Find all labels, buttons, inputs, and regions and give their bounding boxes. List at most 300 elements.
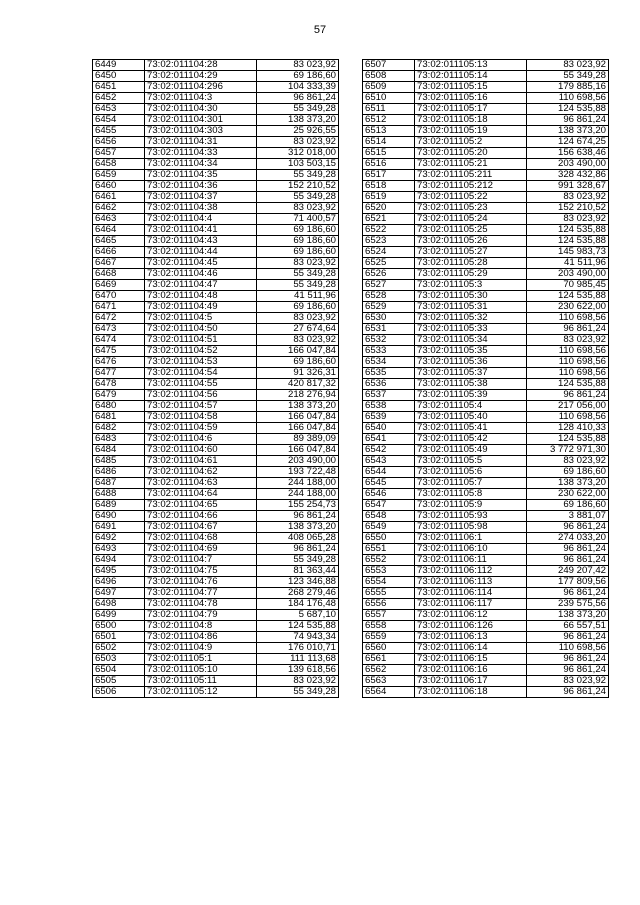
table-row: [363, 412, 609, 423]
table-row: [93, 445, 339, 456]
table-row: [93, 192, 339, 203]
table-row: [93, 489, 339, 500]
row-number-cell: 6482: [93, 423, 145, 434]
cadastral-value-cell: 239 575,56: [527, 599, 609, 610]
cadastral-number-cell: 73:02:011104:7: [145, 555, 257, 566]
cadastral-value-cell: 83 023,92: [257, 335, 339, 346]
table-row: [363, 335, 609, 346]
cadastral-number-cell: 73:02:011104:75: [145, 566, 257, 577]
cadastral-value-cell: 138 373,20: [527, 478, 609, 489]
cadastral-table-right: [362, 59, 609, 698]
cadastral-number-cell: 73:02:011105:23: [415, 203, 527, 214]
cadastral-number-cell: 73:02:011104:52: [145, 346, 257, 357]
table-row: [363, 588, 609, 599]
row-number-cell: 6462: [93, 203, 145, 214]
table-row: [93, 247, 339, 258]
row-number-cell: 6510: [363, 93, 415, 104]
cadastral-value-cell: 124 535,88: [527, 236, 609, 247]
row-number-cell: 6511: [363, 104, 415, 115]
table-row: [363, 115, 609, 126]
cadastral-value-cell: 83 023,92: [257, 137, 339, 148]
table-row: [93, 115, 339, 126]
cadastral-number-cell: 73:02:011105:5: [415, 456, 527, 467]
row-number-cell: 6483: [93, 434, 145, 445]
cadastral-value-cell: 156 638,46: [527, 148, 609, 159]
row-number-cell: 6478: [93, 379, 145, 390]
row-number-cell: 6472: [93, 313, 145, 324]
cadastral-number-cell: 73:02:011104:69: [145, 544, 257, 555]
cadastral-number-cell: 73:02:011106:10: [415, 544, 527, 555]
cadastral-value-cell: 83 023,92: [527, 335, 609, 346]
cadastral-number-cell: 73:02:011105:37: [415, 368, 527, 379]
row-number-cell: 6449: [93, 60, 145, 71]
row-number-cell: 6499: [93, 610, 145, 621]
table-row: [363, 566, 609, 577]
cadastral-number-cell: 73:02:011104:49: [145, 302, 257, 313]
table-row: [363, 346, 609, 357]
row-number-cell: 6473: [93, 324, 145, 335]
cadastral-value-cell: 55 349,28: [257, 104, 339, 115]
cadastral-number-cell: 73:02:011104:45: [145, 258, 257, 269]
cadastral-value-cell: 328 432,86: [527, 170, 609, 181]
cadastral-number-cell: 73:02:011104:8: [145, 621, 257, 632]
cadastral-number-cell: 73:02:011106:126: [415, 621, 527, 632]
cadastral-number-cell: 73:02:011105:32: [415, 313, 527, 324]
table-row: [93, 159, 339, 170]
cadastral-number-cell: 73:02:011105:9: [415, 500, 527, 511]
cadastral-value-cell: 103 503,15: [257, 159, 339, 170]
cadastral-value-cell: 104 333,39: [257, 82, 339, 93]
cadastral-value-cell: 218 276,94: [257, 390, 339, 401]
cadastral-number-cell: 73:02:011105:93: [415, 511, 527, 522]
cadastral-value-cell: 69 186,60: [257, 71, 339, 82]
row-number-cell: 6527: [363, 280, 415, 291]
cadastral-number-cell: 73:02:011106:14: [415, 643, 527, 654]
table-row: [363, 269, 609, 280]
row-number-cell: 6553: [363, 566, 415, 577]
table-row: [363, 577, 609, 588]
cadastral-number-cell: 73:02:011104:86: [145, 632, 257, 643]
cadastral-number-cell: 73:02:011104:78: [145, 599, 257, 610]
table-row: [93, 467, 339, 478]
row-number-cell: 6468: [93, 269, 145, 280]
cadastral-value-cell: 83 023,92: [257, 60, 339, 71]
table-row: [363, 467, 609, 478]
row-number-cell: 6451: [93, 82, 145, 93]
table-row: [93, 676, 339, 687]
table-row: [93, 104, 339, 115]
table-row: [93, 302, 339, 313]
table-row: [363, 423, 609, 434]
cadastral-value-cell: 991 328,67: [527, 181, 609, 192]
cadastral-value-cell: 123 346,88: [257, 577, 339, 588]
cadastral-value-cell: 74 943,34: [257, 632, 339, 643]
row-number-cell: 6487: [93, 478, 145, 489]
row-number-cell: 6459: [93, 170, 145, 181]
row-number-cell: 6463: [93, 214, 145, 225]
table-row: [363, 60, 609, 71]
row-number-cell: 6537: [363, 390, 415, 401]
cadastral-number-cell: 73:02:011105:33: [415, 324, 527, 335]
cadastral-number-cell: 73:02:011104:58: [145, 412, 257, 423]
cadastral-value-cell: 96 861,24: [527, 522, 609, 533]
table-row: [93, 511, 339, 522]
cadastral-value-cell: 96 861,24: [527, 654, 609, 665]
table-row: [363, 456, 609, 467]
row-number-cell: 6525: [363, 258, 415, 269]
table-row: [93, 632, 339, 643]
row-number-cell: 6562: [363, 665, 415, 676]
table-row: [363, 137, 609, 148]
row-number-cell: 6552: [363, 555, 415, 566]
cadastral-number-cell: 73:02:011106:13: [415, 632, 527, 643]
row-number-cell: 6551: [363, 544, 415, 555]
cadastral-value-cell: 96 861,24: [527, 324, 609, 335]
row-number-cell: 6465: [93, 236, 145, 247]
cadastral-number-cell: 73:02:011105:12: [145, 687, 257, 698]
cadastral-number-cell: 73:02:011104:51: [145, 335, 257, 346]
cadastral-number-cell: 73:02:011105:15: [415, 82, 527, 93]
cadastral-number-cell: 73:02:011105:24: [415, 214, 527, 225]
row-number-cell: 6544: [363, 467, 415, 478]
row-number-cell: 6512: [363, 115, 415, 126]
row-number-cell: 6481: [93, 412, 145, 423]
row-number-cell: 6549: [363, 522, 415, 533]
row-number-cell: 6524: [363, 247, 415, 258]
cadastral-number-cell: 73:02:011105:11: [145, 676, 257, 687]
table-row: [93, 423, 339, 434]
row-number-cell: 6508: [363, 71, 415, 82]
table-row: [363, 434, 609, 445]
table-row: [363, 181, 609, 192]
row-number-cell: 6470: [93, 291, 145, 302]
table-row: [363, 214, 609, 225]
table-row: [93, 533, 339, 544]
table-row: [363, 445, 609, 456]
table-row: [93, 93, 339, 104]
cadastral-number-cell: 73:02:011105:22: [415, 192, 527, 203]
cadastral-value-cell: 312 018,00: [257, 148, 339, 159]
table-row: [363, 71, 609, 82]
cadastral-number-cell: 73:02:011104:301: [145, 115, 257, 126]
row-number-cell: 6557: [363, 610, 415, 621]
row-number-cell: 6536: [363, 379, 415, 390]
table-row: [93, 434, 339, 445]
cadastral-number-cell: 73:02:011105:98: [415, 522, 527, 533]
cadastral-value-cell: 128 410,33: [527, 423, 609, 434]
row-number-cell: 6504: [93, 665, 145, 676]
row-number-cell: 6475: [93, 346, 145, 357]
table-row: [93, 522, 339, 533]
cadastral-value-cell: 70 985,45: [527, 280, 609, 291]
table-row: [363, 291, 609, 302]
cadastral-number-cell: 73:02:011105:41: [415, 423, 527, 434]
cadastral-value-cell: 110 698,56: [527, 368, 609, 379]
table-row: [93, 654, 339, 665]
row-number-cell: 6506: [93, 687, 145, 698]
cadastral-number-cell: 73:02:011104:61: [145, 456, 257, 467]
row-number-cell: 6505: [93, 676, 145, 687]
cadastral-value-cell: 138 373,20: [527, 610, 609, 621]
cadastral-value-cell: 166 047,84: [257, 412, 339, 423]
row-number-cell: 6489: [93, 500, 145, 511]
cadastral-number-cell: 73:02:011104:50: [145, 324, 257, 335]
cadastral-value-cell: 138 373,20: [257, 115, 339, 126]
cadastral-value-cell: 69 186,60: [257, 225, 339, 236]
cadastral-number-cell: 73:02:011104:53: [145, 357, 257, 368]
cadastral-number-cell: 73:02:011105:3: [415, 280, 527, 291]
cadastral-value-cell: 96 861,24: [527, 544, 609, 555]
row-number-cell: 6517: [363, 170, 415, 181]
row-number-cell: 6497: [93, 588, 145, 599]
table-row: [363, 555, 609, 566]
cadastral-number-cell: 73:02:011104:6: [145, 434, 257, 445]
cadastral-value-cell: 268 279,46: [257, 588, 339, 599]
cadastral-value-cell: 83 023,92: [257, 313, 339, 324]
row-number-cell: 6561: [363, 654, 415, 665]
cadastral-value-cell: 69 186,60: [257, 247, 339, 258]
cadastral-number-cell: 73:02:011105:8: [415, 489, 527, 500]
cadastral-value-cell: 177 809,56: [527, 577, 609, 588]
cadastral-value-cell: 138 373,20: [257, 522, 339, 533]
table-row: [93, 148, 339, 159]
cadastral-number-cell: 73:02:011104:33: [145, 148, 257, 159]
table-row: [363, 654, 609, 665]
cadastral-number-cell: 73:02:011105:35: [415, 346, 527, 357]
cadastral-value-cell: 166 047,84: [257, 423, 339, 434]
cadastral-value-cell: 110 698,56: [527, 93, 609, 104]
cadastral-value-cell: 81 363,44: [257, 566, 339, 577]
cadastral-value-cell: 110 698,56: [527, 346, 609, 357]
table-row: [93, 214, 339, 225]
cadastral-number-cell: 73:02:011106:18: [415, 687, 527, 698]
table-row: [93, 566, 339, 577]
cadastral-value-cell: 230 622,00: [527, 302, 609, 313]
row-number-cell: 6522: [363, 225, 415, 236]
table-row: [363, 159, 609, 170]
row-number-cell: 6485: [93, 456, 145, 467]
cadastral-value-cell: 96 861,24: [527, 390, 609, 401]
cadastral-number-cell: 73:02:011106:17: [415, 676, 527, 687]
table-row: [363, 544, 609, 555]
row-number-cell: 6559: [363, 632, 415, 643]
row-number-cell: 6529: [363, 302, 415, 313]
row-number-cell: 6543: [363, 456, 415, 467]
cadastral-number-cell: 73:02:011105:4: [415, 401, 527, 412]
cadastral-value-cell: 244 188,00: [257, 489, 339, 500]
cadastral-number-cell: 73:02:011104:67: [145, 522, 257, 533]
row-number-cell: 6492: [93, 533, 145, 544]
cadastral-value-cell: 110 698,56: [527, 412, 609, 423]
table-row: [363, 368, 609, 379]
cadastral-value-cell: 55 349,28: [527, 71, 609, 82]
row-number-cell: 6456: [93, 137, 145, 148]
row-number-cell: 6539: [363, 412, 415, 423]
cadastral-value-cell: 230 622,00: [527, 489, 609, 500]
cadastral-value-cell: 124 535,88: [527, 225, 609, 236]
row-number-cell: 6535: [363, 368, 415, 379]
row-number-cell: 6528: [363, 291, 415, 302]
cadastral-value-cell: 96 861,24: [527, 665, 609, 676]
table-row: [93, 610, 339, 621]
table-row: [93, 621, 339, 632]
cadastral-number-cell: 73:02:011105:29: [415, 269, 527, 280]
cadastral-value-cell: 69 186,60: [257, 302, 339, 313]
cadastral-number-cell: 73:02:011104:30: [145, 104, 257, 115]
cadastral-value-cell: 110 698,56: [527, 313, 609, 324]
cadastral-number-cell: 73:02:011104:37: [145, 192, 257, 203]
table-row: [363, 632, 609, 643]
table-row: [363, 522, 609, 533]
table-row: [363, 192, 609, 203]
table-row: [93, 71, 339, 82]
cadastral-value-cell: 55 349,28: [257, 280, 339, 291]
table-row: [93, 60, 339, 71]
row-number-cell: 6514: [363, 137, 415, 148]
table-row: [93, 478, 339, 489]
table-row: [363, 324, 609, 335]
cadastral-number-cell: 73:02:011104:65: [145, 500, 257, 511]
cadastral-number-cell: 73:02:011104:43: [145, 236, 257, 247]
table-row: [93, 379, 339, 390]
table-row: [93, 500, 339, 511]
table-row: [363, 610, 609, 621]
cadastral-value-cell: 420 817,32: [257, 379, 339, 390]
cadastral-value-cell: 203 490,00: [527, 269, 609, 280]
row-number-cell: 6532: [363, 335, 415, 346]
cadastral-value-cell: 83 023,92: [527, 214, 609, 225]
row-number-cell: 6503: [93, 654, 145, 665]
row-number-cell: 6454: [93, 115, 145, 126]
row-number-cell: 6490: [93, 511, 145, 522]
table-row: [363, 643, 609, 654]
cadastral-number-cell: 73:02:011105:212: [415, 181, 527, 192]
row-number-cell: 6501: [93, 632, 145, 643]
cadastral-number-cell: 73:02:011105:2: [415, 137, 527, 148]
cadastral-value-cell: 96 861,24: [257, 93, 339, 104]
cadastral-number-cell: 73:02:011105:27: [415, 247, 527, 258]
row-number-cell: 6538: [363, 401, 415, 412]
row-number-cell: 6530: [363, 313, 415, 324]
table-row: [93, 544, 339, 555]
cadastral-number-cell: 73:02:011104:57: [145, 401, 257, 412]
cadastral-number-cell: 73:02:011105:40: [415, 412, 527, 423]
row-number-cell: 6520: [363, 203, 415, 214]
cadastral-number-cell: 73:02:011106:114: [415, 588, 527, 599]
cadastral-value-cell: 83 023,92: [527, 60, 609, 71]
table-row: [363, 82, 609, 93]
row-number-cell: 6516: [363, 159, 415, 170]
table-row: [93, 126, 339, 137]
cadastral-value-cell: 155 254,73: [257, 500, 339, 511]
table-row: [93, 181, 339, 192]
row-number-cell: 6457: [93, 148, 145, 159]
cadastral-value-cell: 166 047,84: [257, 445, 339, 456]
table-row: [93, 368, 339, 379]
row-number-cell: 6560: [363, 643, 415, 654]
table-row: [93, 313, 339, 324]
table-row: [363, 247, 609, 258]
cadastral-value-cell: 91 326,31: [257, 368, 339, 379]
row-number-cell: 6564: [363, 687, 415, 698]
cadastral-number-cell: 73:02:011106:1: [415, 533, 527, 544]
row-number-cell: 6531: [363, 324, 415, 335]
cadastral-value-cell: 55 349,28: [257, 555, 339, 566]
row-number-cell: 6494: [93, 555, 145, 566]
cadastral-number-cell: 73:02:011106:112: [415, 566, 527, 577]
table-row: [363, 225, 609, 236]
cadastral-number-cell: 73:02:011105:211: [415, 170, 527, 181]
row-number-cell: 6486: [93, 467, 145, 478]
row-number-cell: 6464: [93, 225, 145, 236]
cadastral-value-cell: 55 349,28: [257, 170, 339, 181]
table-row: [93, 643, 339, 654]
table-row: [93, 577, 339, 588]
table-row: [363, 258, 609, 269]
cadastral-number-cell: 73:02:011105:39: [415, 390, 527, 401]
cadastral-value-cell: 55 349,28: [257, 687, 339, 698]
row-number-cell: 6495: [93, 566, 145, 577]
cadastral-value-cell: 25 926,55: [257, 126, 339, 137]
cadastral-value-cell: 111 113,68: [257, 654, 339, 665]
cadastral-number-cell: 73:02:011104:38: [145, 203, 257, 214]
row-number-cell: 6547: [363, 500, 415, 511]
row-number-cell: 6556: [363, 599, 415, 610]
table-row: [363, 665, 609, 676]
cadastral-number-cell: 73:02:011104:54: [145, 368, 257, 379]
cadastral-value-cell: 96 861,24: [527, 588, 609, 599]
cadastral-number-cell: 73:02:011106:117: [415, 599, 527, 610]
row-number-cell: 6550: [363, 533, 415, 544]
cadastral-value-cell: 179 885,16: [527, 82, 609, 93]
cadastral-value-cell: 41 511,96: [257, 291, 339, 302]
cadastral-number-cell: 73:02:011105:19: [415, 126, 527, 137]
cadastral-number-cell: 73:02:011105:16: [415, 93, 527, 104]
cadastral-value-cell: 110 698,56: [527, 643, 609, 654]
table-row: [93, 236, 339, 247]
cadastral-value-cell: 152 210,52: [257, 181, 339, 192]
cadastral-value-cell: 89 389,09: [257, 434, 339, 445]
cadastral-number-cell: 73:02:011105:36: [415, 357, 527, 368]
table-row: [93, 291, 339, 302]
row-number-cell: 6479: [93, 390, 145, 401]
row-number-cell: 6460: [93, 181, 145, 192]
table-row: [363, 148, 609, 159]
table-row: [363, 676, 609, 687]
cadastral-number-cell: 73:02:011105:31: [415, 302, 527, 313]
row-number-cell: 6458: [93, 159, 145, 170]
cadastral-number-cell: 73:02:011104:68: [145, 533, 257, 544]
table-row: [93, 137, 339, 148]
table-row: [363, 203, 609, 214]
cadastral-value-cell: 176 010,71: [257, 643, 339, 654]
table-row: [363, 621, 609, 632]
cadastral-value-cell: 3 881,07: [527, 511, 609, 522]
cadastral-number-cell: 73:02:011105:21: [415, 159, 527, 170]
cadastral-value-cell: 138 373,20: [257, 401, 339, 412]
row-number-cell: 6452: [93, 93, 145, 104]
table-row: [363, 379, 609, 390]
table-row: [93, 555, 339, 566]
table-row: [93, 401, 339, 412]
cadastral-value-cell: 83 023,92: [527, 676, 609, 687]
row-number-cell: 6519: [363, 192, 415, 203]
row-number-cell: 6466: [93, 247, 145, 258]
cadastral-number-cell: 73:02:011104:3: [145, 93, 257, 104]
row-number-cell: 6533: [363, 346, 415, 357]
table-row: [363, 313, 609, 324]
row-number-cell: 6476: [93, 357, 145, 368]
